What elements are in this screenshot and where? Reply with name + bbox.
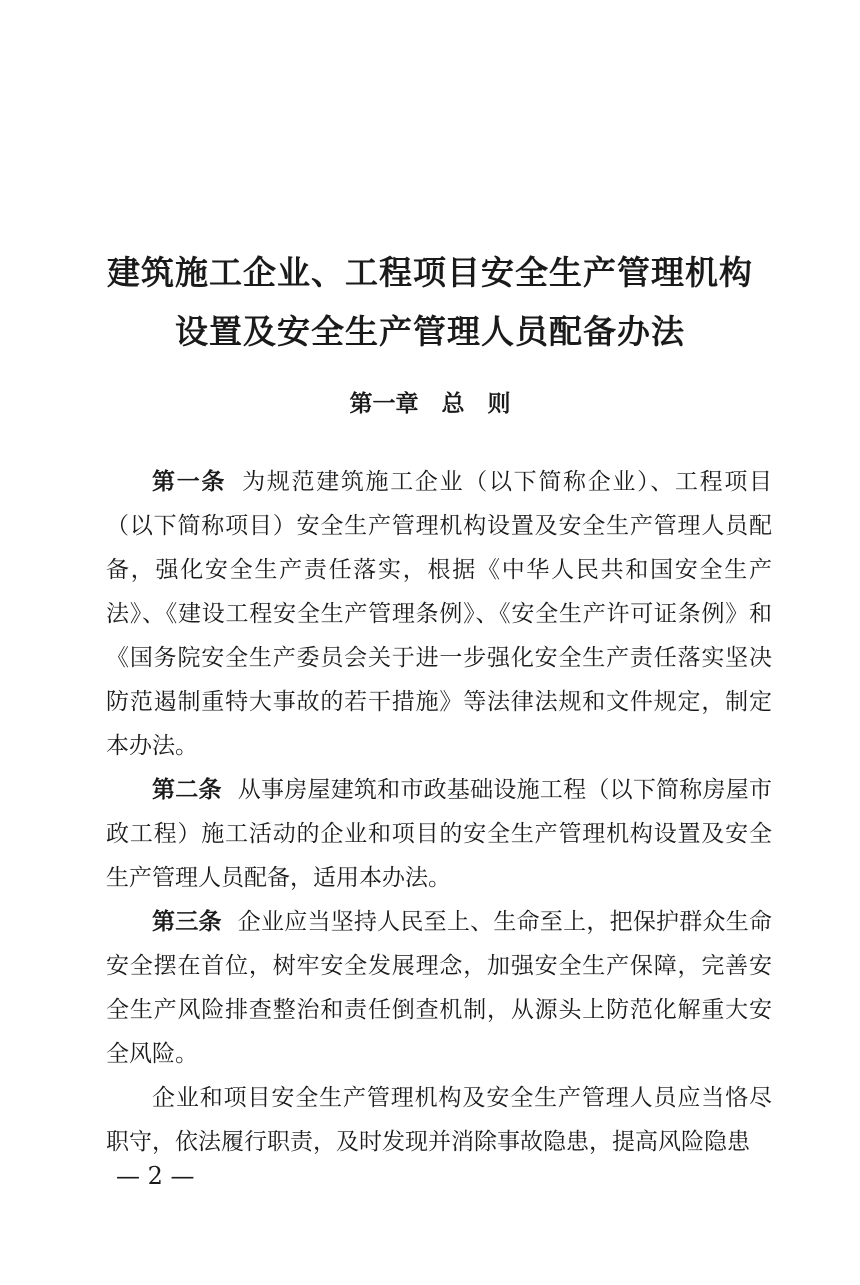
body-paragraph-4 (106, 1076, 772, 1164)
article-number-3: 第三条 (152, 908, 222, 935)
paragraph-text-4: 企业和项目安全生产管理机构及安全生产管理人员应当恪尽职守，依法履行职责，及时发现并消除事故隐患，提高风险隐患 (106, 1085, 772, 1155)
article-text-2: 从事房屋建筑和市政基础设施工程（以下简称房屋市政工程）施工活动的企业和项目的安全生产管理机构设置及安全生产管理人员配备，适用本办法。 (106, 777, 773, 891)
article-number-2: 第二条 (152, 776, 222, 803)
article-paragraph-1 (106, 460, 772, 768)
document-body (106, 460, 772, 1164)
article-number-1: 第一条 (152, 468, 227, 495)
article-paragraph-3 (106, 900, 772, 1076)
article-paragraph-2 (106, 768, 772, 900)
article-text-1: 为规范建筑施工企业（以下简称企业）、工程项目（以下简称项目）安全生产管理机构设置及安全生产管理人员配备，强化安全生产责任落实，根据《中华人民共和国安全生产法》、《建设工程安全生产管理条例》、《安全生产许可证条例》和《国务院安全生产委员会关于进一步强化安全生产责任落实坚决防范遏制重特大事故的若干措施》等法律法规和文件规定，制定本办法。 (106, 469, 772, 759)
document-title-line-2: 设置及安全生产管理人员配备办法 (175, 312, 685, 351)
page-number: — 2 — (116, 1162, 195, 1190)
document-title-line-1: 建筑施工企业、工程项目安全生产管理机构 (107, 253, 753, 292)
article-text-3: 企业应当坚持人民至上、生命至上，把保护群众生命安全摆在首位，树牢安全发展理念，加强安全生产保障，完善安全生产风险排查整治和责任倒查机制，从源头上防范化解重大安全风险。 (106, 909, 773, 1067)
chapter-heading: 第一章 总 则 (349, 390, 511, 417)
